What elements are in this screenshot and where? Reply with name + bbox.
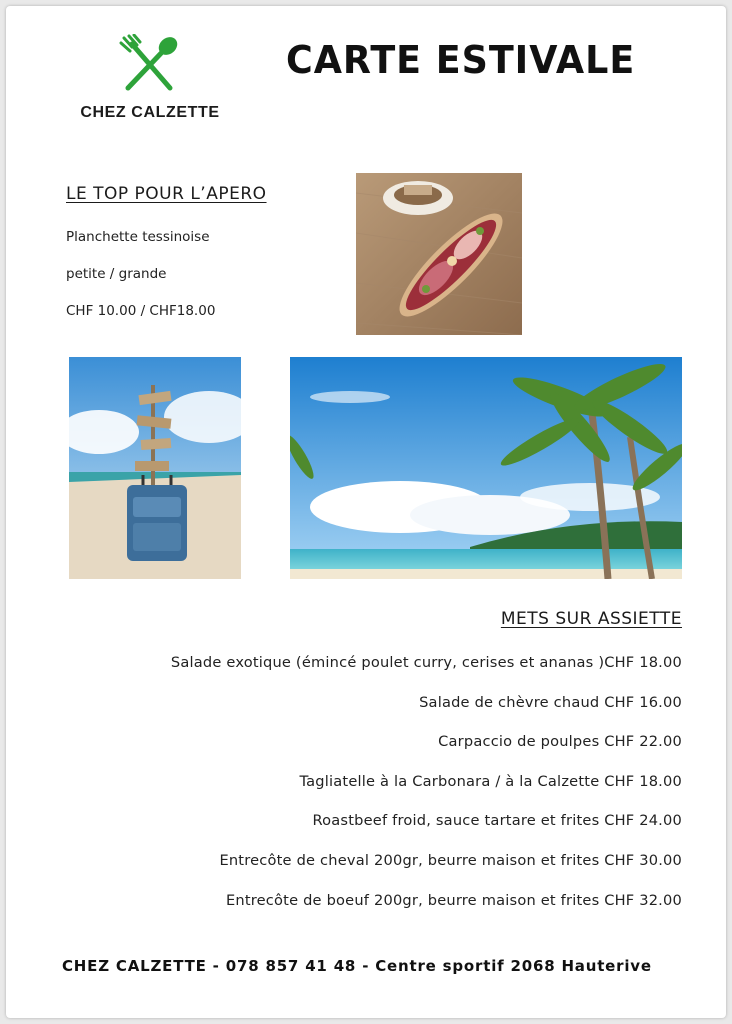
list-item: Salade exotique (émincé poulet curry, cerises et ananas )CHF 18.00: [170, 654, 682, 671]
mets-heading: METS SUR ASSIETTE: [500, 609, 682, 629]
charcuterie-plate-image: [356, 173, 522, 335]
page-title: CARTE ESTIVALE: [286, 38, 636, 82]
palm-beach-image: [290, 357, 682, 579]
list-item: Entrecôte de cheval 200gr, beurre maison et frites CHF 30.00: [219, 851, 682, 869]
list-item: Tagliatelle à la Carbonara / à la Calzette CHF 18.00: [299, 772, 682, 790]
mets-list: [100, 648, 682, 925]
apero-sizes: petite / grande: [66, 266, 167, 282]
apero-item: Planchette tessinoise: [66, 229, 210, 245]
footer-contact: CHEZ CALZETTE - 078 857 41 48 - Centre sportif 2068 Hauterive: [62, 957, 652, 975]
list-item: Roastbeef froid, sauce tartare et frites CHF 24.00: [312, 812, 682, 830]
apero-heading: LE TOP POUR L’APERO: [66, 184, 267, 204]
list-item: Salade de chèvre chaud CHF 16.00: [419, 693, 682, 711]
list-item: Carpaccio de poulpes CHF 22.00: [438, 733, 682, 751]
luggage-beach-image: [69, 357, 241, 579]
fork-spoon-icon: [118, 34, 182, 94]
apero-price: CHF 10.00 / CHF18.00: [66, 303, 216, 319]
list-item: Entrecôte de boeuf 200gr, beurre maison et frites CHF 32.00: [225, 891, 682, 909]
brand-name: CHEZ CALZETTE: [80, 104, 220, 121]
